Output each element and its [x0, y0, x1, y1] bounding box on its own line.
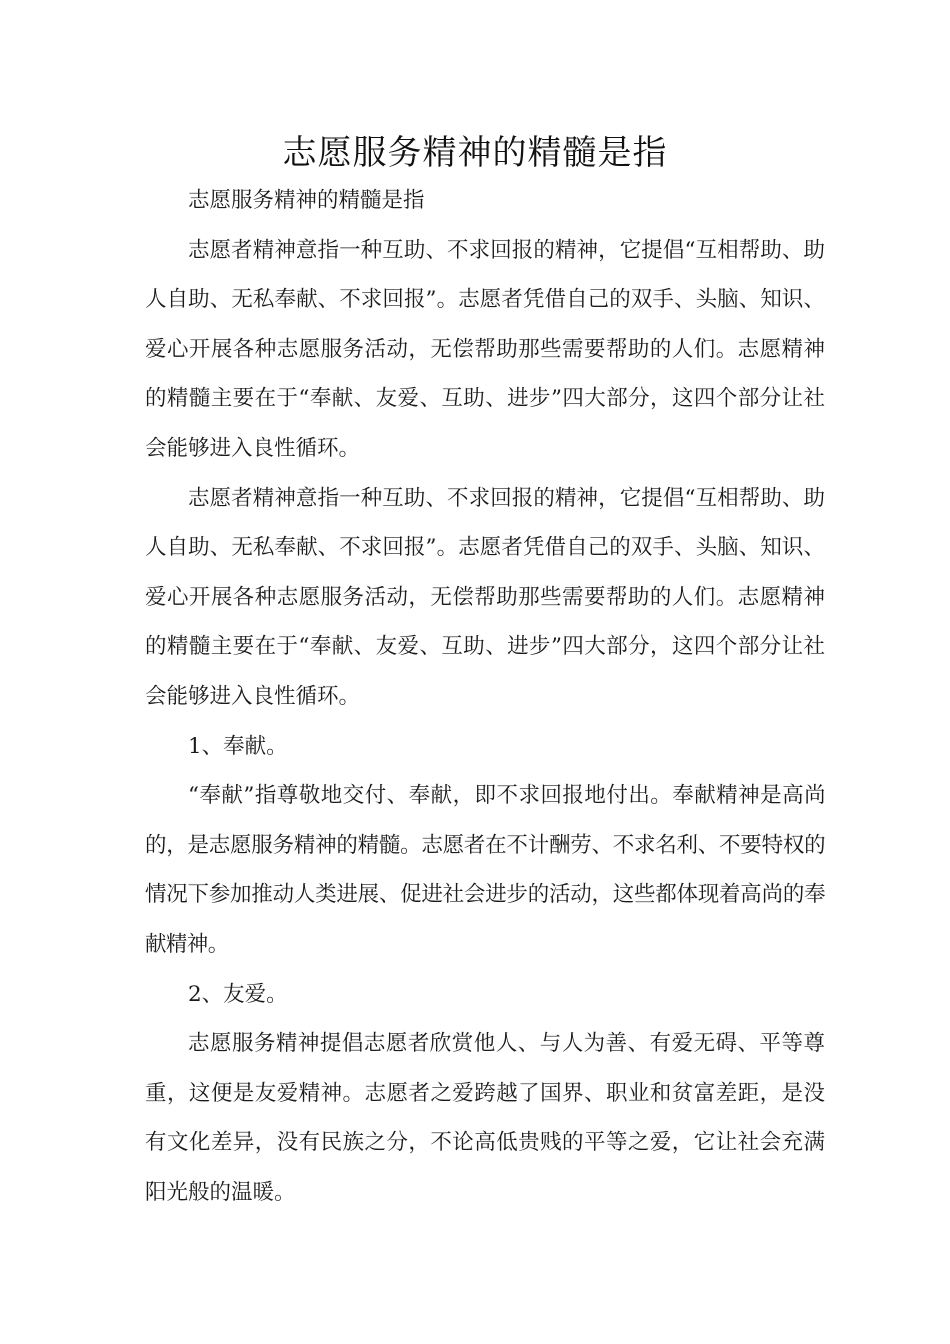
document-body [145, 176, 825, 1217]
paragraph-definition-1: 志愿者精神意指一种互助、不求回报的精神，它提倡“互相帮助、助人自助、无私奉献、不求回报”。志愿者凭借自己的双手、头脑、知识、爱心开展各种志愿服务活动，无偿帮助那些需要帮助的人们。志愿精神的精髓主要在于“奉献、友爱、互助、进步”四大部分，这四个部分让社会能够进入良性循环。 [145, 237, 825, 461]
paragraph-dedication: “奉献”指尊敬地交付、奉献，即不求回报地付出。奉献精神是高尚的，是志愿服务精神的精髓。志愿者在不计酬劳、不求名利、不要特权的情况下参加推动人类进展、促进社会进步的活动，这些都体现着高尚的奉献精神。 [145, 783, 825, 957]
paragraph-definition-2: 志愿者精神意指一种互助、不求回报的精神，它提倡“互相帮助、助人自助、无私奉献、不求回报”。志愿者凭借自己的双手、头脑、知识、爱心开展各种志愿服务活动，无偿帮助那些需要帮助的人们。志愿精神的精髓主要在于“奉献、友爱、互助、进步”四大部分，这四个部分让社会能够进入良性循环。 [145, 485, 825, 709]
paragraph-friendship: 志愿服务精神提倡志愿者欣赏他人、与人为善、有爱无碍、平等尊重，这便是友爱精神。志愿者之爱跨越了国界、职业和贫富差距，是没有文化差异，没有民族之分，不论高低贵贱的平等之爱，它让社会充满阳光般的温暖。 [145, 1031, 825, 1205]
paragraph-subtitle: 志愿服务精神的精髓是指 [188, 188, 425, 213]
section-heading-friendship: 2、友爱。 [188, 981, 288, 1007]
document-title: 志愿服务精神的精髓是指 [282, 133, 668, 173]
section-heading-dedication: 1、奉献。 [188, 733, 288, 759]
